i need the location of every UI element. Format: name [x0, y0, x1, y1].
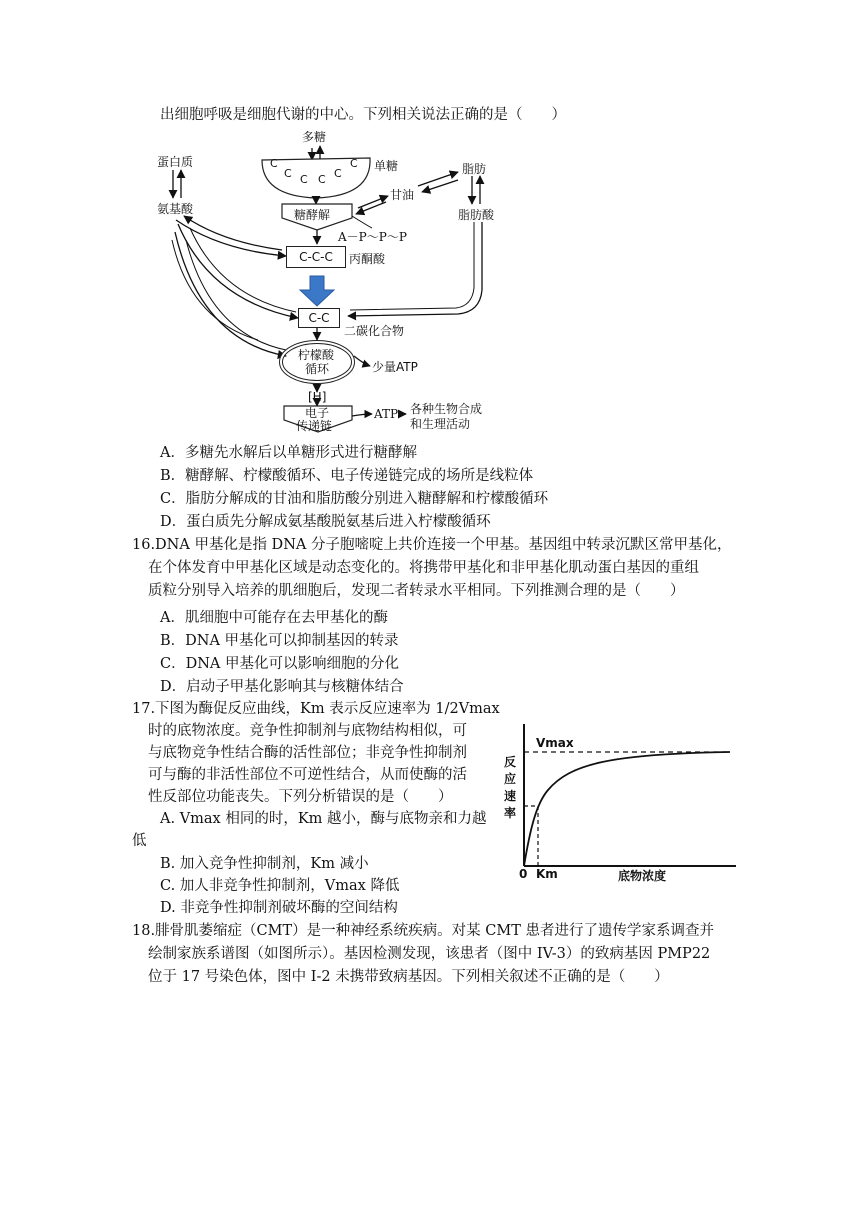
vmax-label: Vmax [536, 736, 574, 750]
label-pyruvate: 丙酮酸 [349, 252, 386, 266]
origin-label: 0 [519, 867, 528, 881]
q17-option-a: A. Vmax 相同的时，Km 越小，酶与底物亲和力越 [160, 811, 487, 827]
x-axis-label: 底物浓度 [618, 869, 667, 883]
q15-option-b: B．糖酵解、柠檬酸循环、电子传递链完成的场所是线粒体 [160, 468, 534, 484]
box-cc: C-C [298, 308, 340, 328]
q17-stem-line: 与底物竞争性结合酶的活性部位；非竞争性抑制剂 [148, 745, 467, 761]
label-citric-1: 柠檬酸 [298, 348, 335, 362]
q15-option-a: A．多糖先水解后以单糖形式进行糖酵解 [160, 445, 417, 461]
q17-stem-line: 可与酶的非活性部位不可逆性结合，从而使酶的活 [148, 767, 467, 783]
label-use-2: 和生理活动 [410, 417, 471, 431]
ring-carbon: C [318, 173, 326, 186]
label-two-carbon: 二碳化合物 [344, 324, 405, 338]
q17-option-d: D. 非竞争性抑制剂破坏酶的空间结构 [160, 900, 398, 916]
label-amino-acid: 氨基酸 [157, 202, 194, 216]
label-small-atp: 少量ATP [372, 360, 418, 374]
q17-option-c: C. 加人非竞争性抑制剂，Vmax 降低 [160, 878, 400, 894]
label-protein: 蛋白质 [157, 155, 194, 169]
q15-option-d: D．蛋白质先分解成氨基酸脱氨基后进入柠檬酸循环 [160, 514, 491, 530]
q17-option-a-cont: 低 [132, 833, 147, 849]
ring-carbon: C [334, 167, 342, 180]
ring-carbon: C [350, 157, 358, 170]
q17-stem-line: 17.下图为酶促反应曲线，Km 表示反应速率为 1/2Vmax [132, 701, 500, 717]
label-atp-formula: A－P～P～P [338, 230, 407, 244]
ring-carbon: C [300, 173, 308, 186]
q17-option-b: B. 加入竞争性抑制剂，Km 减小 [160, 856, 369, 872]
q15-option-c: C．脂肪分解成的甘油和脂肪酸分别进入糖酵解和柠檬酸循环 [160, 491, 549, 507]
michaelis-menten-curve [524, 752, 730, 866]
km-label: Km [536, 867, 558, 881]
label-glycerol: 甘油 [390, 188, 415, 202]
label-monosaccharide: 单糖 [374, 159, 399, 173]
q16-option-d: D．启动子甲基化影响其与核糖体结合 [160, 679, 404, 695]
q18-stem-line: 位于 17 号染色体，图中 I-2 未携带致病基因。下列相关叙述不正确的是（ ） [148, 969, 669, 985]
q16-stem-line: 质粒分别导入培养的肌细胞后，发现二者转录水平相同。下列推测合理的是（ ） [148, 583, 685, 599]
label-glycolysis: 糖酵解 [294, 208, 331, 222]
y-axis-label: 反 应 速 率 [504, 755, 517, 820]
q16-option-b: B．DNA 甲基化可以抑制基因的转录 [160, 633, 399, 649]
label-atp: ATP [374, 407, 399, 421]
q16-stem-line: 在个体发育中甲基化区域是动态变化的。将携带甲基化和非甲基化肌动蛋白基因的重组 [148, 560, 699, 576]
label-fatty-acid: 脂肪酸 [458, 208, 495, 222]
q18-stem-line: 18.腓骨肌萎缩症（CMT）是一种神经系统疾病。对某 CMT 患者进行了遗传学家系调查并 [132, 923, 715, 939]
q16-option-a: A．肌细胞中可能存在去甲基化的酶 [160, 610, 388, 626]
q17-stem-line: 时的底物浓度。竞争性抑制剂与底物结构相似，可 [148, 723, 467, 739]
label-h: [H] [308, 390, 327, 404]
q17-stem-line: 性反部位功能丧失。下列分析错误的是（ ） [148, 789, 453, 805]
q15-stem-tail: 出细胞呼吸是细胞代谢的中心。下列相关说法正确的是（ ） [160, 107, 566, 123]
ring-carbon: C [284, 167, 292, 180]
q18-stem-line: 绘制家族系谱图（如图所示）。基因检测发现，该患者（图中 IV-3）的致病基因 PMP22 [148, 946, 711, 962]
label-use-1: 各种生物合成 [410, 402, 483, 416]
label-citric-2: 循环 [305, 362, 330, 376]
box-ccc: C-C-C [286, 246, 346, 268]
label-etc-2: 传递链 [296, 419, 333, 433]
ring-carbon: C [270, 157, 278, 170]
label-fat: 脂肪 [462, 162, 487, 176]
q16-stem-line: 16.DNA 甲基化是指 DNA 分子胞嘧啶上共价连接一个甲基。基因组中转录沉默区常甲基化， [132, 537, 732, 553]
q16-option-c: C．DNA 甲基化可以影响细胞的分化 [160, 656, 399, 672]
label-polysaccharide: 多糖 [302, 130, 327, 144]
label-etc-1: 电子 [305, 406, 330, 420]
